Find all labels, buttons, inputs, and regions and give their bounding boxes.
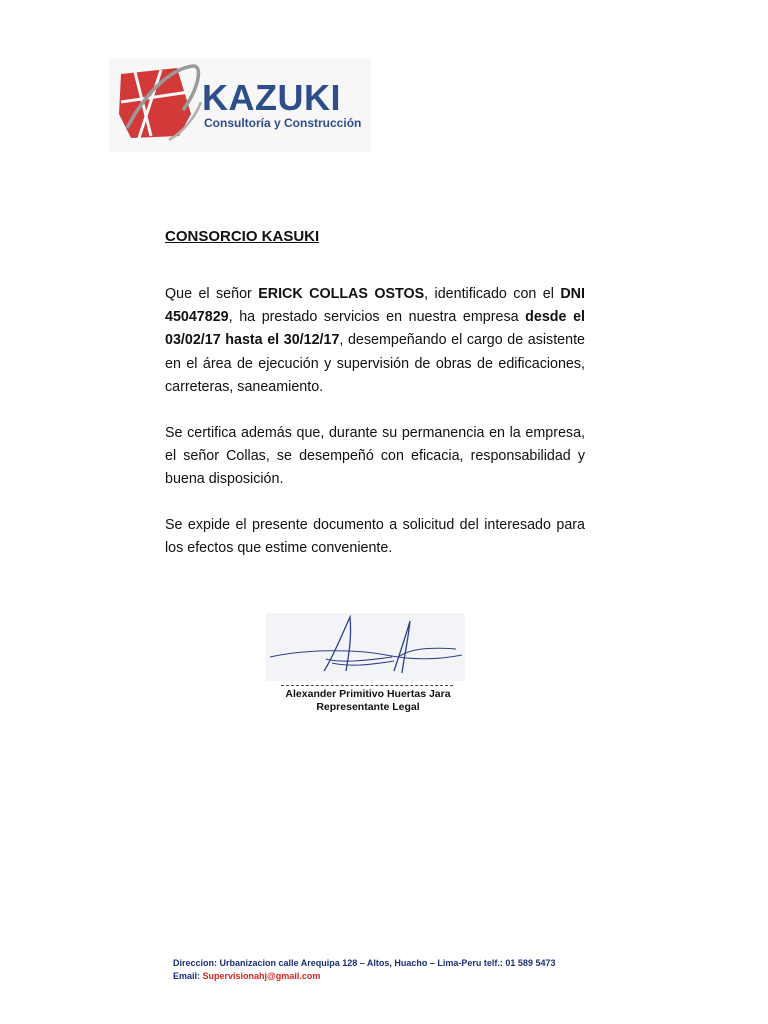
footer-email-label: Email: (173, 970, 203, 981)
employee-name: ERICK COLLAS OSTOS (258, 286, 425, 302)
service-period: desde el 03/02/17 hasta el 30/12/17 (165, 309, 585, 349)
signer-role: Representante Legal (316, 700, 420, 713)
text-segment: , identificado con el (424, 286, 561, 302)
paragraph-issuance: Se expide el presente documento a solicitud del interesado para los efectos que estime conveniente. (165, 517, 585, 557)
employee-dni: DNI 45047829 (165, 286, 585, 326)
company-logo (109, 58, 371, 152)
paragraph-performance: Se certifica además que, durante su permanencia en la empresa, el señor Collas, se desempeñó con eficacia, responsabilidad y buena disposición. (165, 425, 585, 488)
paragraph-service (165, 283, 585, 399)
logo-title: KAZUKI (202, 77, 341, 118)
text-segment: , ha prestado servicios en nuestra empresa (228, 309, 526, 326)
footer-email-line (173, 970, 555, 983)
footer-address: Direccion: Urbanizacion calle Arequipa 128 – Altos, Huacho – Lima-Peru telf.: 01 589 5473 (173, 958, 556, 968)
signature-line (281, 685, 453, 686)
signature-icon (266, 613, 465, 681)
signature (266, 613, 465, 681)
logo-subtitle: Consultoría y Construcción (204, 116, 362, 130)
signer-name: Alexander Primitivo Huertas Jara (285, 688, 451, 700)
signer-block (266, 688, 470, 713)
text-segment: Que el señor (165, 286, 259, 302)
footer (173, 957, 555, 982)
document-heading: CONSORCIO KASUKI (165, 228, 320, 245)
footer-email[interactable]: Supervisionahj@gmail.com (202, 970, 321, 981)
text-segment: , desempeñando el cargo de asistente en el área de ejecución y supervisión de obras de edificaciones, carreteras, saneamiento. (165, 332, 585, 395)
